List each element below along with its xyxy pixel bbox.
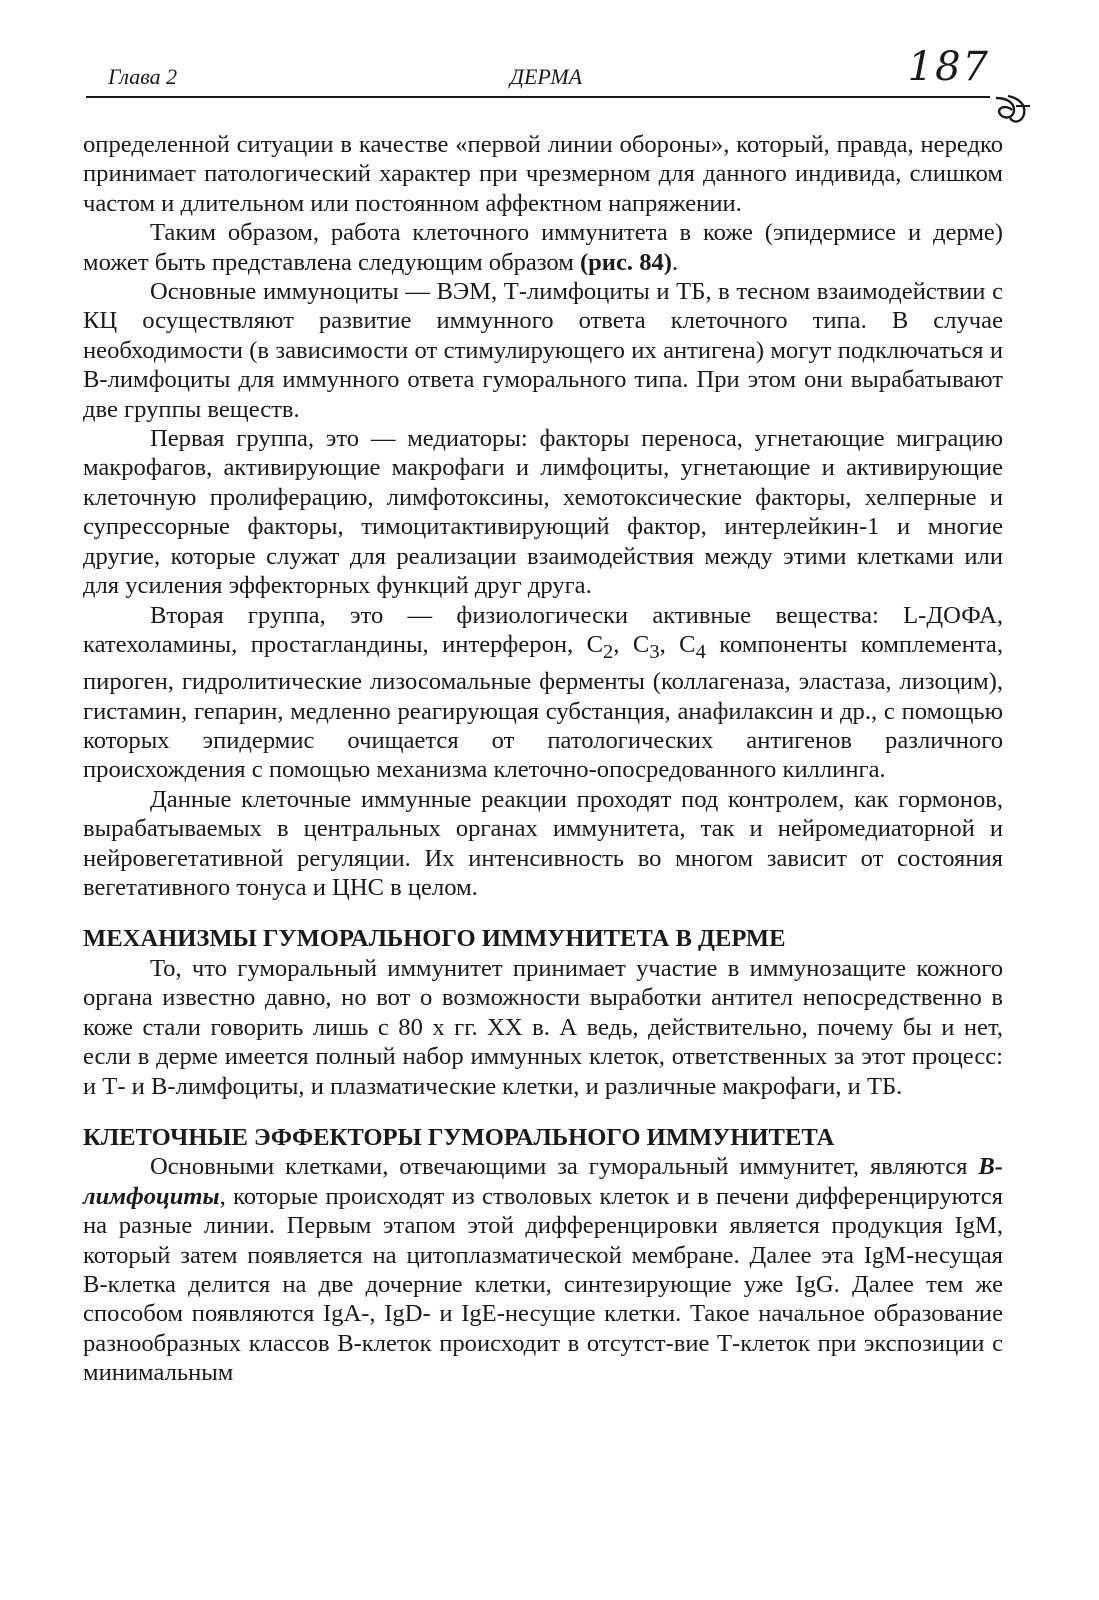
key-term: В-лимфоциты [83, 1153, 1003, 1210]
section-label: ДЕРМА [510, 64, 583, 89]
paragraph-text: . [671, 248, 679, 276]
subscript: 4 [695, 640, 706, 663]
flourish-ornament-icon [992, 90, 1032, 130]
paragraph-text: компоненты комплемента, пироген, гидролитические лизосомальные ферменты (коллагеназа, эластаза, лизоцим), гистамин, гепарин, медленно реагирующая субстанция, анафилаксин и др., с помощью которых эпидермис очищается от патологических антигенов различного происхождения с помощью механизма клеточно-опосредованного киллинга. [83, 630, 1003, 784]
paragraph-text: Вторая группа, это — физиологически активные вещества: L-ДОФА, катехоламины, простагландины, интерферон, С [83, 601, 1003, 658]
paragraph [83, 1152, 1003, 1387]
paragraph: Основные иммуноциты — ВЭМ, Т-лимфоциты и ТБ, в тесном взаимодействии с КЦ осуществляют развитие иммунного ответа клеточного типа. В случае необходимости (в зависимости от стимулирующего их антигена) могут подключаться и В-лимфоциты для иммунного ответа гуморального типа. При этом они вырабатывают две группы веществ. [83, 278, 1003, 423]
page-number: 187 [907, 44, 990, 90]
paragraph [83, 601, 1003, 785]
figure-reference: (рис. 84) [579, 248, 672, 276]
running-header [86, 44, 1010, 96]
paragraph-text: , С [659, 630, 696, 658]
paragraph: Данные клеточные иммунные реакции проходят под контролем, как гормонов, вырабатываемых в центральных органах иммунитета, так и нейромедиаторной и нейровегетативной регуляции. Их интенсивность во многом зависит от состояния вегетативного тонуса и ЦНС в целом. [83, 785, 1003, 902]
paragraph-text: Основными клетками, отвечающими за гуморальный иммунитет, являются [150, 1153, 979, 1181]
subscript: 2 [603, 640, 614, 663]
header-rule [86, 96, 990, 98]
chapter-label: Глава 2 [108, 64, 178, 89]
subscript: 3 [649, 640, 660, 663]
paragraph-text: , С [613, 630, 650, 658]
paragraph: определенной ситуации в качестве «первой линии обороны», который, правда, нередко принимает патологический характер при чрезмерном для данного индивида, слишком частом и длительном или постоянном аффектном напряжении. [83, 131, 1003, 217]
paragraph-text: Таким образом, работа клеточного иммунитета в коже (эпидермисе и дерме) может быть представлена следующим образом [83, 219, 1003, 276]
paragraph: То, что гуморальный иммунитет принимает участие в иммунозащите кожного органа известно давно, но вот о возможности выработки антител непосредственно в коже стали говорить лишь с 80 х гг. XX в. А ведь, действительно, почему бы и нет, если в дерме имеется полный набор иммунных клеток, ответственных за этот процесс: и Т- и В-лимфоциты, и плазматические клетки, и различные макрофаги, и ТБ. [83, 954, 1003, 1100]
body-text [83, 130, 1003, 1388]
paragraph-text: , которые происходят из стволовых клеток и в печени дифференцируются на разные линии. Первым этапом этой дифференцировки является продукция IgM, который затем появляется на цитоплазматической мембране. Далее эта IgM-несущая В-клетка делится на две дочерние клетки, синтезирующие уже IgG. Далее тем же способом появляются IgA-, IgD- и IgE-несущие клетки. Такое начальное образование разнообразных классов В-клеток происходит в отсутст-вие Т-клеток при экспозиции с минимальным [83, 1182, 1003, 1387]
paragraph: Первая группа, это — медиаторы: факторы переноса, угнетающие миграцию макрофагов, активирующие макрофаги и лимфоциты, угнетающие и активирующие клеточную пролиферацию, лимфотоксины, хемотоксические факторы, хелперные и супрессорные факторы, тимоцитактивирующий фактор, интерлейкин-1 и многие другие, которые служат для реализации взаимодействия между этими клетками или для усиления эффекторных функций друг друга. [83, 425, 1003, 600]
section-heading: МЕХАНИЗМЫ ГУМОРАЛЬНОГО ИММУНИТЕТА В ДЕРМЕ [83, 925, 786, 953]
section-heading: КЛЕТОЧНЫЕ ЭФФЕКТОРЫ ГУМОРАЛЬНОГО ИММУНИТЕТА [83, 1123, 835, 1151]
paragraph [83, 218, 1003, 277]
